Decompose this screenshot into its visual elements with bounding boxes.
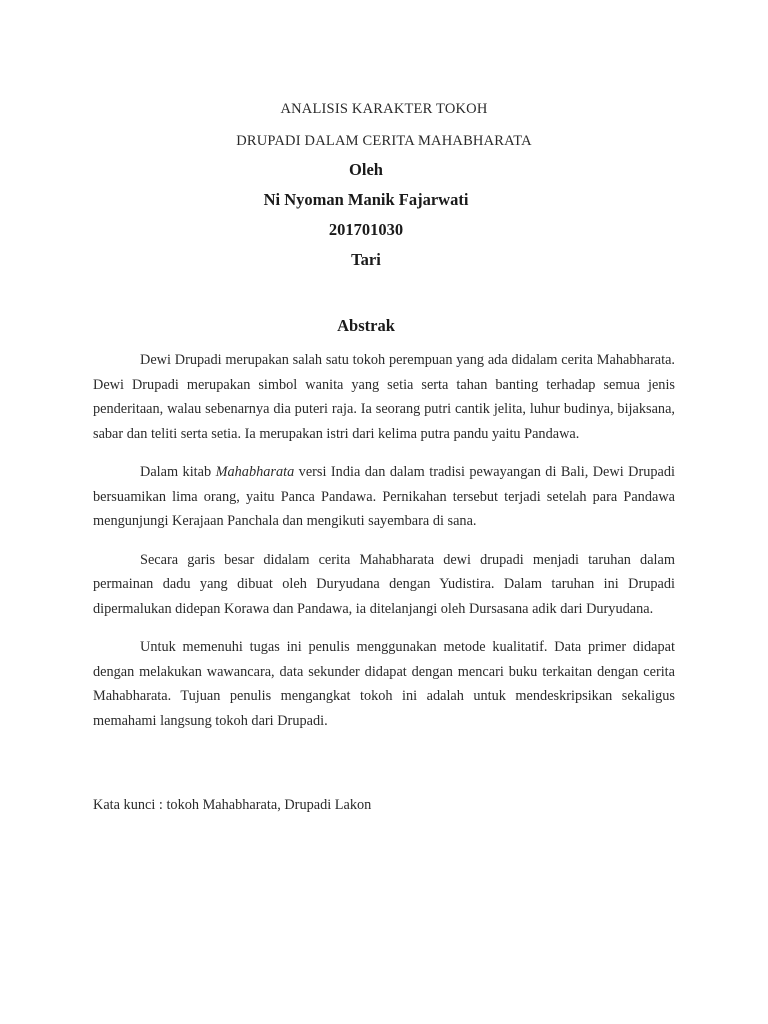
author-name: Ni Nyoman Manik Fajarwati [263, 190, 469, 209]
abstract-paragraph-2 [93, 460, 675, 534]
abstract-paragraph-4: Untuk memenuhi tugas ini penulis menggunakan metode kualitatif. Data primer didapat dengan melakukan wawancara, data sekunder didapat dengan mencari buku terkaitan dengan cerita Mahabharata. Tujuan penulis mengangkat tokoh ini adalah untuk mendeskripsikan sekaligus memahami langsung tokoh dari Drupadi. [93, 639, 675, 729]
abstract-heading: Abstrak [337, 316, 395, 335]
by-label: Oleh [349, 160, 383, 179]
paragraph-2-italic-title: Mahabharata [215, 464, 295, 480]
keywords-line: Kata kunci : tokoh Mahabharata, Drupadi Lakon [93, 797, 372, 813]
abstract-paragraph-3: Secara garis besar didalam cerita Mahabharata dewi drupadi menjadi taruhan dalam permainan dadu yang dibuat oleh Duryudana dengan Yudistira. Dalam taruhan ini Drupadi dipermalukan didepan Korawa dan Pandawa, ia ditelanjangi oleh Dursasana adik dari Duryudana. [93, 551, 675, 617]
paragraph-2-start: Dalam kitab [140, 464, 216, 480]
abstract-paragraph-1: Dewi Drupadi merupakan salah satu tokoh perempuan yang ada didalam cerita Mahabharata. Dewi Drupadi merupakan simbol wanita yang setia serta tahan banting terhadap semua jenis penderitaan, walau sebenarnya dia puteri raja. Ia seorang putri cantik jelita, luhur budinya, bijaksana, sabar dan teliti serta setia. Ia merupakan istri dari kelima putra pandu yaitu Pandawa. [93, 352, 675, 442]
department: Tari [351, 250, 381, 269]
paragraph-2-rest: versi India dan dalam tradisi pewayangan di Bali, Dewi Drupadi bersuamikan lima orang, yaitu Panca Pandawa. Pernikahan tersebut terjadi setelah para Pandawa mengunjungi Kerajaan Panchala dan mengikuti sayembara di sana. [93, 464, 675, 529]
title-line-1: ANALISIS KARAKTER TOKOH [280, 101, 488, 117]
title-line-2: DRUPADI DALAM CERITA MAHABHARATA [236, 133, 532, 149]
student-id: 201701030 [328, 220, 404, 239]
abstract-body [93, 348, 675, 733]
